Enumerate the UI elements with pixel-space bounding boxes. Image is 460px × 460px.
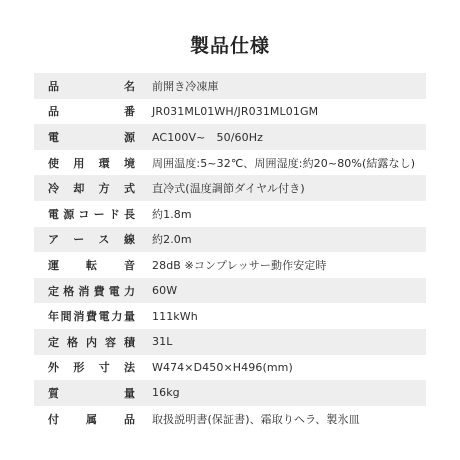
spec-label: 外形寸法 — [48, 361, 135, 375]
page-title: 製品仕様 — [189, 35, 270, 57]
spec-row-model-number — [34, 99, 426, 125]
spec-row-capacity — [34, 329, 426, 355]
spec-value: 取扱説明書(保証書)、霜取りヘラ、製氷皿 — [152, 412, 360, 426]
spec-row-ground-wire — [34, 227, 426, 253]
spec-row-accessories — [34, 406, 426, 432]
spec-row-cooling-method — [34, 175, 426, 201]
spec-value: W474×D450×H496(mm) — [152, 360, 293, 374]
spec-table — [34, 73, 426, 431]
spec-value: 周囲温度:5~32℃、周囲湿度:約20~80%(結露なし) — [152, 156, 416, 170]
spec-label: 運転音 — [48, 258, 135, 272]
spec-label: 冷却方式 — [48, 182, 135, 196]
spec-row-cord-length — [34, 201, 426, 227]
spec-label: 品名 — [48, 79, 135, 93]
spec-row-dimensions — [34, 355, 426, 381]
spec-label: アース線 — [48, 233, 135, 247]
spec-row-weight — [34, 380, 426, 406]
spec-label: 定格内容積 — [48, 335, 135, 349]
spec-label: 質量 — [48, 386, 135, 400]
spec-value: AC100V~ 50/60Hz — [152, 130, 263, 144]
spec-value: 60W — [152, 284, 178, 298]
spec-value: 111kWh — [152, 309, 198, 323]
spec-value: 16kg — [152, 386, 180, 400]
spec-row-noise — [34, 252, 426, 278]
spec-label: 電源 — [48, 130, 135, 144]
spec-value: 31L — [152, 335, 173, 349]
spec-value: 直冷式(温度調節ダイヤル付き) — [152, 182, 305, 196]
spec-row-power-supply — [34, 124, 426, 150]
spec-value: 約2.0m — [152, 233, 192, 247]
spec-row-product-name — [34, 73, 426, 99]
spec-row-rated-power — [34, 278, 426, 304]
spec-label: 電源コード長 — [48, 207, 135, 221]
spec-label: 年間消費電力量 — [48, 310, 135, 324]
spec-row-annual-consumption — [34, 303, 426, 329]
spec-label: 使用環境 — [48, 156, 135, 170]
spec-value: JR031ML01WH/JR031ML01GM — [152, 104, 319, 118]
spec-label: 定格消費電力 — [48, 284, 135, 298]
spec-value: 約1.8m — [152, 207, 192, 221]
spec-value: 28dB ※コンプレッサー動作安定時 — [152, 258, 327, 272]
spec-label: 品番 — [48, 105, 135, 119]
spec-row-environment — [34, 150, 426, 176]
spec-value: 前開き冷凍庫 — [152, 79, 219, 93]
spec-label: 付属品 — [48, 412, 135, 426]
